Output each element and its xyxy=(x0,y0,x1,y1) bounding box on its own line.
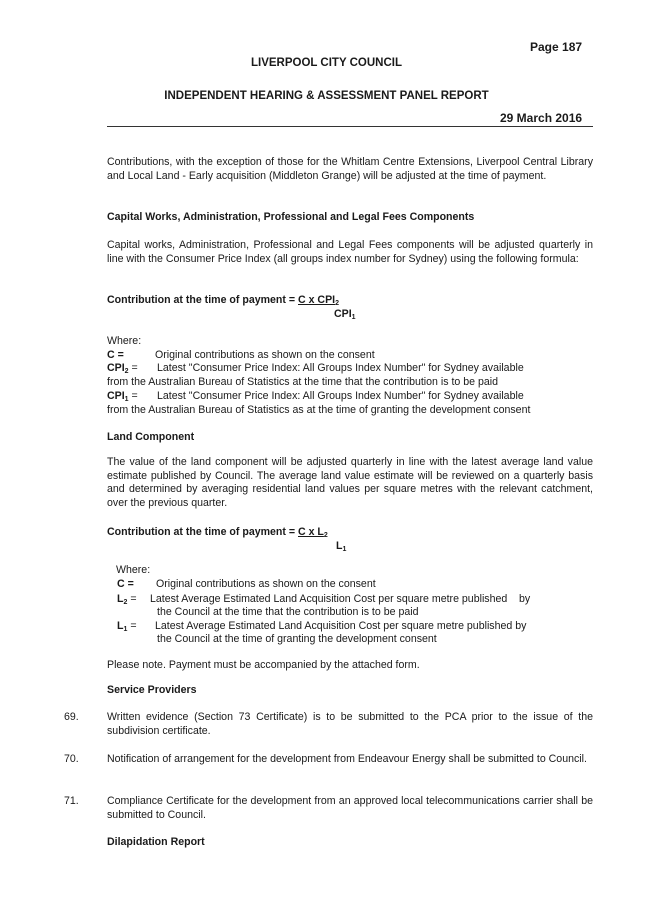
land-def-l2: $L_2$ = xyxy=(117,593,137,606)
formula-numerator: C x $L_2$ xyxy=(298,526,328,539)
land-def-c: C = xyxy=(117,578,134,590)
capital-heading: Capital Works, Administration, Professional and Legal Fees Components xyxy=(107,211,475,223)
formula-label: Contribution at the time of payment = xyxy=(107,526,298,538)
report-date: 29 March 2016 xyxy=(500,111,583,125)
page-number: Page 187 xyxy=(530,40,583,54)
land-heading: Land Component xyxy=(107,431,195,443)
capital-def-cpi2: $CPI_2$ = xyxy=(107,362,138,375)
condition-number: 71. xyxy=(64,795,79,807)
service-heading: Service Providers xyxy=(107,684,197,696)
land-formula-denominator: $L_1$ xyxy=(336,540,347,553)
land-def-l1-line2: the Council at the time of granting the development consent xyxy=(157,633,437,645)
capital-formula xyxy=(107,294,339,307)
land-def-l1-line1: Latest Average Estimated Land Acquisition Cost per square metre published by xyxy=(155,620,527,632)
condition-number: 70. xyxy=(64,753,79,765)
dilapidation-heading: Dilapidation Report xyxy=(107,836,205,848)
capital-def-cpi1-line2: from the Australian Bureau of Statistics as at the time of granting the development consent xyxy=(107,404,531,416)
condition-text: Notification of arrangement for the development from Endeavour Energy shall be submitted to Council. xyxy=(107,753,587,765)
formula-numerator: C x $CPI_2$ xyxy=(298,294,339,307)
intro-paragraph: Contributions, with the exception of those for the Whitlam Centre Extensions, Liverpool Central Library and Local Land - Early acquisition (Middleton Grange) will be adjusted at the time of payment. xyxy=(107,156,593,182)
capital-def-c: C = xyxy=(107,349,124,361)
capital-def-cpi1: $CPI_1$ = xyxy=(107,390,138,403)
land-def-l1: $L_1$ = xyxy=(117,620,137,633)
capital-def-cpi2-line2: from the Australian Bureau of Statistics at the time that the contribution is to be paid xyxy=(107,376,499,388)
capital-where: Where: xyxy=(107,335,142,347)
capital-def-cpi2-line1: Latest "Consumer Price Index: All Groups Index Number" for Sydney available xyxy=(157,362,524,374)
land-formula xyxy=(107,526,328,539)
land-where: Where: xyxy=(116,564,151,576)
condition-number: 69. xyxy=(64,711,79,723)
capital-def-c-text: Original contributions as shown on the consent xyxy=(155,349,375,361)
capital-def-cpi1-line1: Latest "Consumer Price Index: All Groups Index Number" for Sydney available xyxy=(157,390,524,402)
land-def-c-text: Original contributions as shown on the consent xyxy=(156,578,376,590)
capital-paragraph: Capital works, Administration, Professional and Legal Fees components will be adjusted quarterly in line with the Consumer Price Index (all groups index number for Sydney) using the following formula: xyxy=(107,239,593,265)
formula-label: Contribution at the time of payment = xyxy=(107,294,298,306)
capital-formula-denominator: $CPI_1$ xyxy=(334,308,356,321)
council-name: LIVERPOOL CITY COUNCIL xyxy=(250,57,402,69)
land-paragraph: The value of the land component will be adjusted quarterly in line with the latest average land value estimate published by Council. The average land value estimate will be reviewed on a quarterly basis and determined by averaging residential land values per square metres with the relevant catchment, over the previous quarter. xyxy=(107,456,593,509)
land-def-l2-line2: the Council at the time that the contribution is to be paid xyxy=(157,606,419,618)
condition-text: Compliance Certificate for the development from an approved local telecommunications carrier shall be submitted to Council. xyxy=(107,795,593,821)
payment-note: Please note. Payment must be accompanied by the attached form. xyxy=(107,659,420,671)
header-rule xyxy=(107,126,593,127)
report-title: INDEPENDENT HEARING & ASSESSMENT PANEL REPORT xyxy=(164,90,489,102)
land-def-l2-line1: Latest Average Estimated Land Acquisition Cost per square metre published by xyxy=(150,593,531,605)
condition-text: Written evidence (Section 73 Certificate) is to be submitted to the PCA prior to the issue of the subdivision certificate. xyxy=(107,711,593,737)
